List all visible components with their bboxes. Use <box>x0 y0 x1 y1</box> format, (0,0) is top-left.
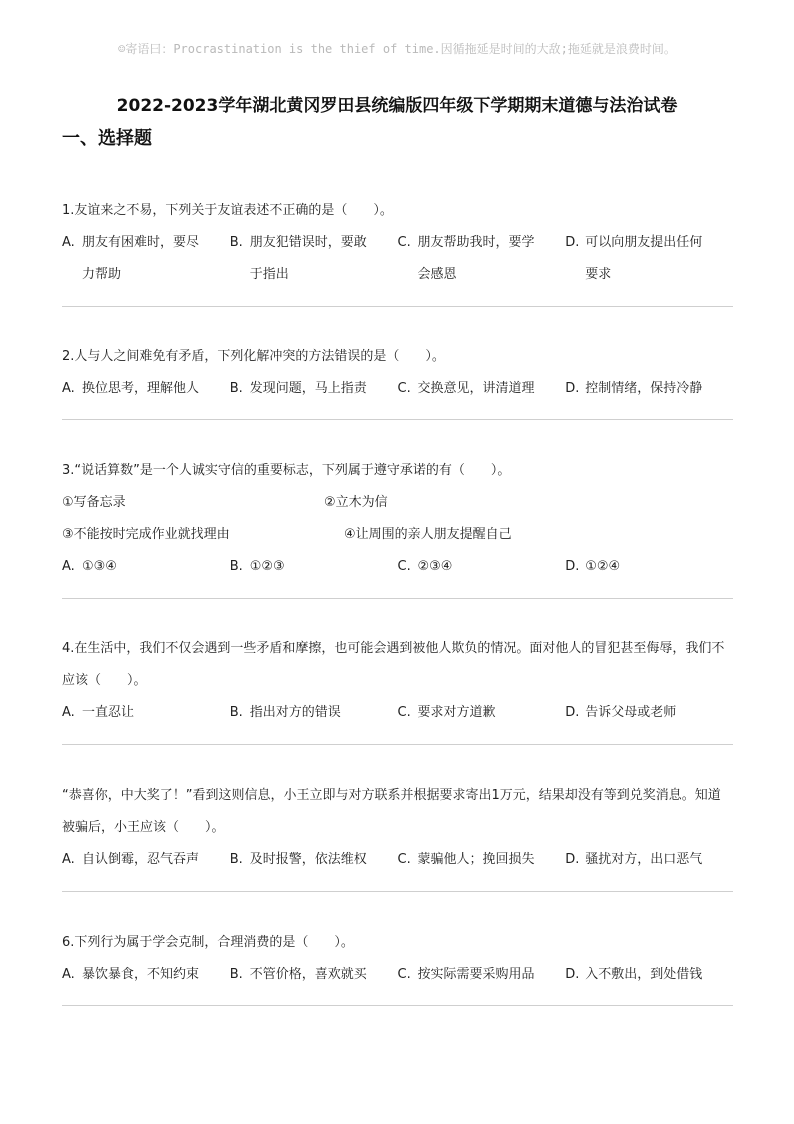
option-text: 蒙骗他人；挽回损失 <box>417 852 535 867</box>
option-c[interactable] <box>398 551 566 583</box>
option-a[interactable] <box>62 844 230 876</box>
option-b[interactable] <box>230 844 398 876</box>
header-motto: ☺寄语曰：Procrastination is the thief of time.因循拖延是时间的大敌;拖延就是浪费时间。 <box>118 42 676 56</box>
statement-row <box>62 487 733 519</box>
option-text: ①②④ <box>585 559 621 574</box>
option-label: B. <box>229 852 243 867</box>
option-row <box>62 959 733 991</box>
question-stem: 2.人与人之间难免有矛盾，下列化解冲突的方法错误的是（ ）。 <box>62 349 445 364</box>
option-label: A. <box>62 559 75 574</box>
option-row <box>62 373 733 405</box>
option-label: A. <box>62 967 75 982</box>
option-text: ①②③ <box>249 559 285 574</box>
option-a[interactable] <box>62 373 230 405</box>
option-text: 要求对方道歉 <box>417 705 496 720</box>
option-label: D. <box>565 852 580 867</box>
divider <box>62 1005 733 1006</box>
question-stem: 4.在生活中，我们不仅会遇到一些矛盾和摩擦，也可能会遇到被他人欺负的情况。面对他人的冒犯甚至侮辱，我们不应该（ ）。 <box>62 641 725 688</box>
divider <box>62 744 733 745</box>
option-d[interactable] <box>565 373 733 405</box>
option-label: B. <box>229 705 243 720</box>
option-label: D. <box>565 967 580 982</box>
option-label: A. <box>62 381 75 396</box>
option-d[interactable] <box>565 227 733 291</box>
divider <box>62 419 733 420</box>
option-text: 可以向朋友提出任何要求 <box>585 235 703 282</box>
option-label: B. <box>229 559 243 574</box>
option-b[interactable] <box>230 551 398 583</box>
question-5 <box>62 780 733 876</box>
question-3 <box>62 455 733 583</box>
option-row <box>62 697 733 729</box>
question-1 <box>62 195 733 291</box>
option-c[interactable] <box>398 844 566 876</box>
option-d[interactable] <box>565 844 733 876</box>
option-c[interactable] <box>398 697 566 729</box>
option-text: 换位思考，理解他人 <box>82 381 200 396</box>
question-6 <box>62 927 733 991</box>
option-text: 控制情绪，保持冷静 <box>585 381 703 396</box>
option-label: A. <box>62 235 75 250</box>
divider <box>62 891 733 892</box>
option-text: ①③④ <box>82 559 117 574</box>
option-a[interactable] <box>62 551 230 583</box>
option-text: ②③④ <box>417 559 453 574</box>
section-heading: 一、选择题 <box>62 128 152 149</box>
option-label: C. <box>397 235 411 250</box>
option-text: 指出对方的错误 <box>249 705 341 720</box>
question-stem: “恭喜你，中大奖了！”看到这则信息，小王立即与对方联系并根据要求寄出1万元，结果却没有等到兑奖消息。知道被骗后，小王应该（ ）。 <box>62 788 721 835</box>
option-row <box>62 551 733 583</box>
option-label: B. <box>229 967 243 982</box>
option-label: A. <box>62 852 75 867</box>
option-text: 一直忍让 <box>82 705 135 720</box>
exam-title: 2022-2023学年湖北黄冈罗田县统编版四年级下学期期末道德与法治试卷 <box>116 96 678 116</box>
option-d[interactable] <box>565 697 733 729</box>
question-stem: 6.下列行为属于学会克制，合理消费的是（ ）。 <box>62 935 354 950</box>
statement-item: ②立木为信 <box>324 495 388 510</box>
option-a[interactable] <box>62 697 230 729</box>
option-label: D. <box>565 381 580 396</box>
option-c[interactable] <box>398 227 566 291</box>
option-label: D. <box>565 235 580 250</box>
option-text: 不管价格，喜欢就买 <box>249 967 367 982</box>
option-c[interactable] <box>398 373 566 405</box>
option-label: C. <box>397 559 411 574</box>
option-text: 按实际需要采购用品 <box>417 967 535 982</box>
option-text: 暴饮暴食，不知约束 <box>82 967 200 982</box>
question-stem: 3.“说话算数”是一个人诚实守信的重要标志，下列属于遵守承诺的有（ ）。 <box>62 463 511 478</box>
option-label: B. <box>229 235 243 250</box>
option-text: 发现问题，马上指责 <box>249 381 367 396</box>
option-b[interactable] <box>230 227 398 291</box>
option-text: 入不敷出，到处借钱 <box>585 967 703 982</box>
statement-item: ①写备忘录 <box>62 495 126 510</box>
question-stem: 1.友谊来之不易，下列关于友谊表述不正确的是（ ）。 <box>62 203 393 218</box>
option-b[interactable] <box>230 373 398 405</box>
option-text: 交换意见，讲清道理 <box>417 381 535 396</box>
option-d[interactable] <box>565 959 733 991</box>
option-row <box>62 227 733 291</box>
option-text: 朋友帮助我时，要学会感恩 <box>417 235 535 282</box>
option-label: C. <box>397 852 411 867</box>
option-text: 骚扰对方，出口恶气 <box>585 852 703 867</box>
question-4 <box>62 633 733 729</box>
statement-item: ③不能按时完成作业就找理由 <box>62 527 230 542</box>
option-label: B. <box>229 381 243 396</box>
option-text: 朋友犯错误时，要敢于指出 <box>249 235 367 282</box>
option-d[interactable] <box>565 551 733 583</box>
option-a[interactable] <box>62 959 230 991</box>
option-a[interactable] <box>62 227 230 291</box>
option-label: C. <box>397 967 411 982</box>
option-text: 告诉父母或老师 <box>585 705 677 720</box>
divider <box>62 306 733 307</box>
option-label: C. <box>397 705 411 720</box>
option-label: D. <box>565 705 580 720</box>
option-text: 及时报警，依法维权 <box>249 852 367 867</box>
option-c[interactable] <box>398 959 566 991</box>
option-label: A. <box>62 705 75 720</box>
option-label: C. <box>397 381 411 396</box>
option-label: D. <box>565 559 580 574</box>
option-text: 朋友有困难时，要尽力帮助 <box>82 235 200 282</box>
divider <box>62 598 733 599</box>
option-b[interactable] <box>230 959 398 991</box>
option-row <box>62 844 733 876</box>
option-b[interactable] <box>230 697 398 729</box>
statement-item: ④让周围的亲人朋友提醒自己 <box>344 527 512 542</box>
option-text: 自认倒霉，忍气吞声 <box>82 852 200 867</box>
question-2 <box>62 341 733 405</box>
statement-row <box>62 519 733 551</box>
